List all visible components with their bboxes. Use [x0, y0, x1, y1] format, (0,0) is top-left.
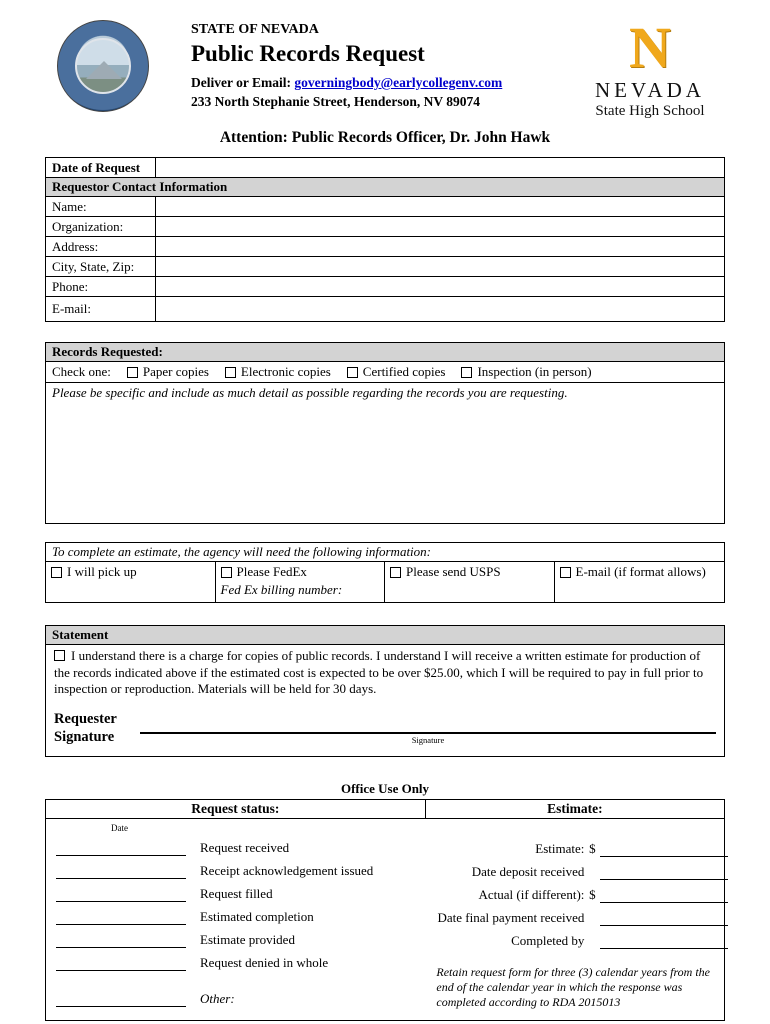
status-label: Request denied in whole	[200, 955, 329, 971]
date-fill-line[interactable]	[56, 936, 186, 948]
date-fill-line[interactable]	[56, 844, 186, 856]
date-of-request-row	[46, 158, 724, 178]
requester-signature-label	[54, 710, 140, 746]
signature-row	[46, 702, 724, 756]
deliver-line	[191, 75, 571, 91]
currency-sign: $	[589, 887, 596, 903]
paper-copies-label: Paper copies	[142, 364, 209, 379]
email-label: E-mail:	[46, 297, 156, 321]
office-use-table	[45, 799, 725, 1021]
street-address: 233 North Stephanie Street, Henderson, NV 89074	[191, 94, 480, 109]
statement-agreement-checkbox[interactable]	[54, 650, 65, 661]
signature-caption: Signature	[411, 734, 445, 745]
contact-row-city-state-zip	[46, 257, 724, 277]
estimate-column	[412, 823, 728, 1010]
final-payment-fill-line[interactable]	[600, 914, 728, 926]
contact-row-name	[46, 197, 724, 217]
request-status-header: Request status:	[46, 800, 426, 818]
nevada-state-seal-icon	[57, 20, 149, 112]
phone-label: Phone:	[46, 277, 156, 296]
school-logo-n-icon: N	[629, 15, 671, 80]
status-row-received	[56, 840, 412, 856]
completed-by-label: Completed by	[511, 933, 585, 949]
actual-label: Actual (if different):	[478, 887, 585, 903]
pickup-checkbox[interactable]	[51, 567, 62, 578]
seal-inner-scene	[75, 38, 131, 94]
statement-text: I understand there is a charge for copies of public records. I understand I will receive a written estimate for production of the records indicated above if the estimated cost is expected to be over $25.00, which I will be required to pay in full prior to inspection or reproduction. Materials will be held for 30 days.	[54, 648, 704, 697]
name-label: Name:	[46, 197, 156, 216]
delivery-intro: To complete an estimate, the agency will need the following information:	[46, 543, 724, 562]
fedex-checkbox[interactable]	[221, 567, 232, 578]
certified-copies-checkbox[interactable]	[347, 367, 358, 378]
records-requested-section	[45, 342, 725, 524]
seal-mountain-icon	[86, 61, 122, 79]
electronic-copies-label: Electronic copies	[240, 364, 331, 379]
page-title: Public Records Request	[191, 41, 425, 66]
estimate-label: Estimate:	[535, 841, 585, 857]
estimate-row-final-payment	[412, 910, 728, 926]
date-fill-line[interactable]	[56, 890, 186, 902]
school-logo-subtitle: State High School	[595, 103, 705, 119]
city-state-zip-input[interactable]	[156, 257, 724, 276]
completed-by-fill-line[interactable]	[600, 937, 728, 949]
contact-row-phone	[46, 277, 724, 297]
estimate-fill-line[interactable]	[600, 845, 728, 857]
contact-table	[45, 157, 725, 322]
date-column-label: Date	[111, 823, 128, 834]
delivery-options-table	[45, 542, 725, 603]
address-label: Address:	[46, 237, 156, 256]
header-text-block	[159, 14, 575, 110]
contact-row-email	[46, 297, 724, 321]
status-row-estimate-provided	[56, 932, 412, 948]
estimate-row-actual	[412, 887, 728, 903]
status-row-filled	[56, 886, 412, 902]
address-input[interactable]	[156, 237, 724, 256]
date-fill-line[interactable]	[56, 867, 186, 879]
usps-checkbox[interactable]	[390, 567, 401, 578]
attention-line: Attention: Public Records Officer, Dr. John Hawk	[219, 129, 551, 146]
form-header	[45, 14, 725, 120]
email-link[interactable]: governingbody@earlycollegenv.com	[294, 75, 503, 90]
delivery-cell-usps	[385, 562, 555, 602]
phone-input[interactable]	[156, 277, 724, 296]
delivery-cells	[46, 562, 724, 602]
date-of-request-label: Date of Request	[46, 158, 156, 177]
email-option-checkbox[interactable]	[560, 567, 571, 578]
fedex-billing-label: Fed Ex billing number:	[220, 582, 343, 597]
signature-input-line[interactable]	[140, 720, 716, 734]
city-state-zip-label: City, State, Zip:	[46, 257, 156, 276]
inspection-label: Inspection (in person)	[477, 364, 592, 379]
date-fill-line[interactable]	[56, 959, 186, 971]
status-label: Estimate provided	[200, 932, 295, 948]
contact-row-address	[46, 237, 724, 257]
check-one-label: Check one:	[52, 364, 111, 379]
email-option-label: E-mail (if format allows)	[575, 564, 706, 579]
records-instructions: Please be specific and include as much detail as possible regarding the records you are requesting.	[52, 385, 568, 400]
option-electronic-copies	[225, 364, 331, 380]
date-of-request-input[interactable]	[156, 158, 724, 177]
check-one-row	[46, 362, 724, 383]
pickup-label: I will pick up	[67, 564, 137, 579]
deposit-fill-line[interactable]	[600, 868, 728, 880]
status-label: Request received	[200, 840, 290, 856]
option-inspection	[461, 364, 591, 380]
deliver-label: Deliver or Email:	[191, 75, 295, 90]
other-label: Other:	[200, 991, 235, 1007]
final-payment-label: Date final payment received	[437, 910, 585, 926]
actual-fill-line[interactable]	[600, 891, 728, 903]
status-row-receipt-ack	[56, 863, 412, 879]
estimate-row-deposit	[412, 864, 728, 880]
request-status-column	[56, 823, 412, 1010]
signature-label-line2: Signature	[54, 729, 115, 745]
school-logo-name: NEVADA	[595, 78, 705, 102]
delivery-cell-fedex	[216, 562, 386, 602]
contact-section-header: Requestor Contact Information	[46, 178, 724, 197]
other-fill-line[interactable]	[56, 995, 186, 1007]
signature-area	[140, 710, 716, 746]
retain-note: Retain request form for three (3) calendar years from the end of the calendar year in which the response was completed according to RDA 2015013	[436, 965, 711, 1010]
certified-copies-label: Certified copies	[362, 364, 446, 379]
option-certified-copies	[347, 364, 446, 380]
organization-label: Organization:	[46, 217, 156, 236]
status-label: Request filled	[200, 886, 273, 902]
state-line: STATE OF NEVADA	[191, 22, 319, 37]
records-section-header: Records Requested:	[46, 343, 724, 362]
option-paper-copies	[127, 364, 209, 380]
statement-paragraph	[46, 645, 724, 702]
office-header-row	[46, 800, 724, 819]
school-logo	[575, 14, 725, 120]
office-body	[46, 819, 724, 1020]
delivery-cell-email	[555, 562, 725, 602]
usps-label: Please send USPS	[406, 564, 501, 579]
fedex-label: Please FedEx	[236, 564, 307, 579]
records-detail-textarea[interactable]	[46, 383, 724, 523]
name-input[interactable]	[156, 197, 724, 216]
status-label: Estimated completion	[200, 909, 314, 925]
statement-section	[45, 625, 725, 757]
status-row-denied	[56, 955, 412, 971]
paper-copies-checkbox[interactable]	[127, 367, 138, 378]
email-input[interactable]	[156, 297, 724, 321]
status-row-other	[56, 991, 412, 1007]
estimate-header: Estimate:	[547, 801, 603, 817]
status-label: Receipt acknowledgement issued	[200, 863, 374, 879]
organization-input[interactable]	[156, 217, 724, 236]
estimate-row-estimate	[412, 841, 728, 857]
statement-section-header: Statement	[46, 626, 724, 645]
date-fill-line[interactable]	[56, 913, 186, 925]
inspection-checkbox[interactable]	[461, 367, 472, 378]
delivery-cell-pickup	[46, 562, 216, 602]
contact-row-organization	[46, 217, 724, 237]
signature-label-line1: Requester	[54, 710, 117, 727]
electronic-copies-checkbox[interactable]	[225, 367, 236, 378]
office-use-only-title: Office Use Only	[340, 781, 430, 797]
deposit-label: Date deposit received	[471, 864, 585, 880]
status-row-estimated-completion	[56, 909, 412, 925]
estimate-row-completed-by	[412, 933, 728, 949]
currency-sign: $	[589, 841, 596, 857]
